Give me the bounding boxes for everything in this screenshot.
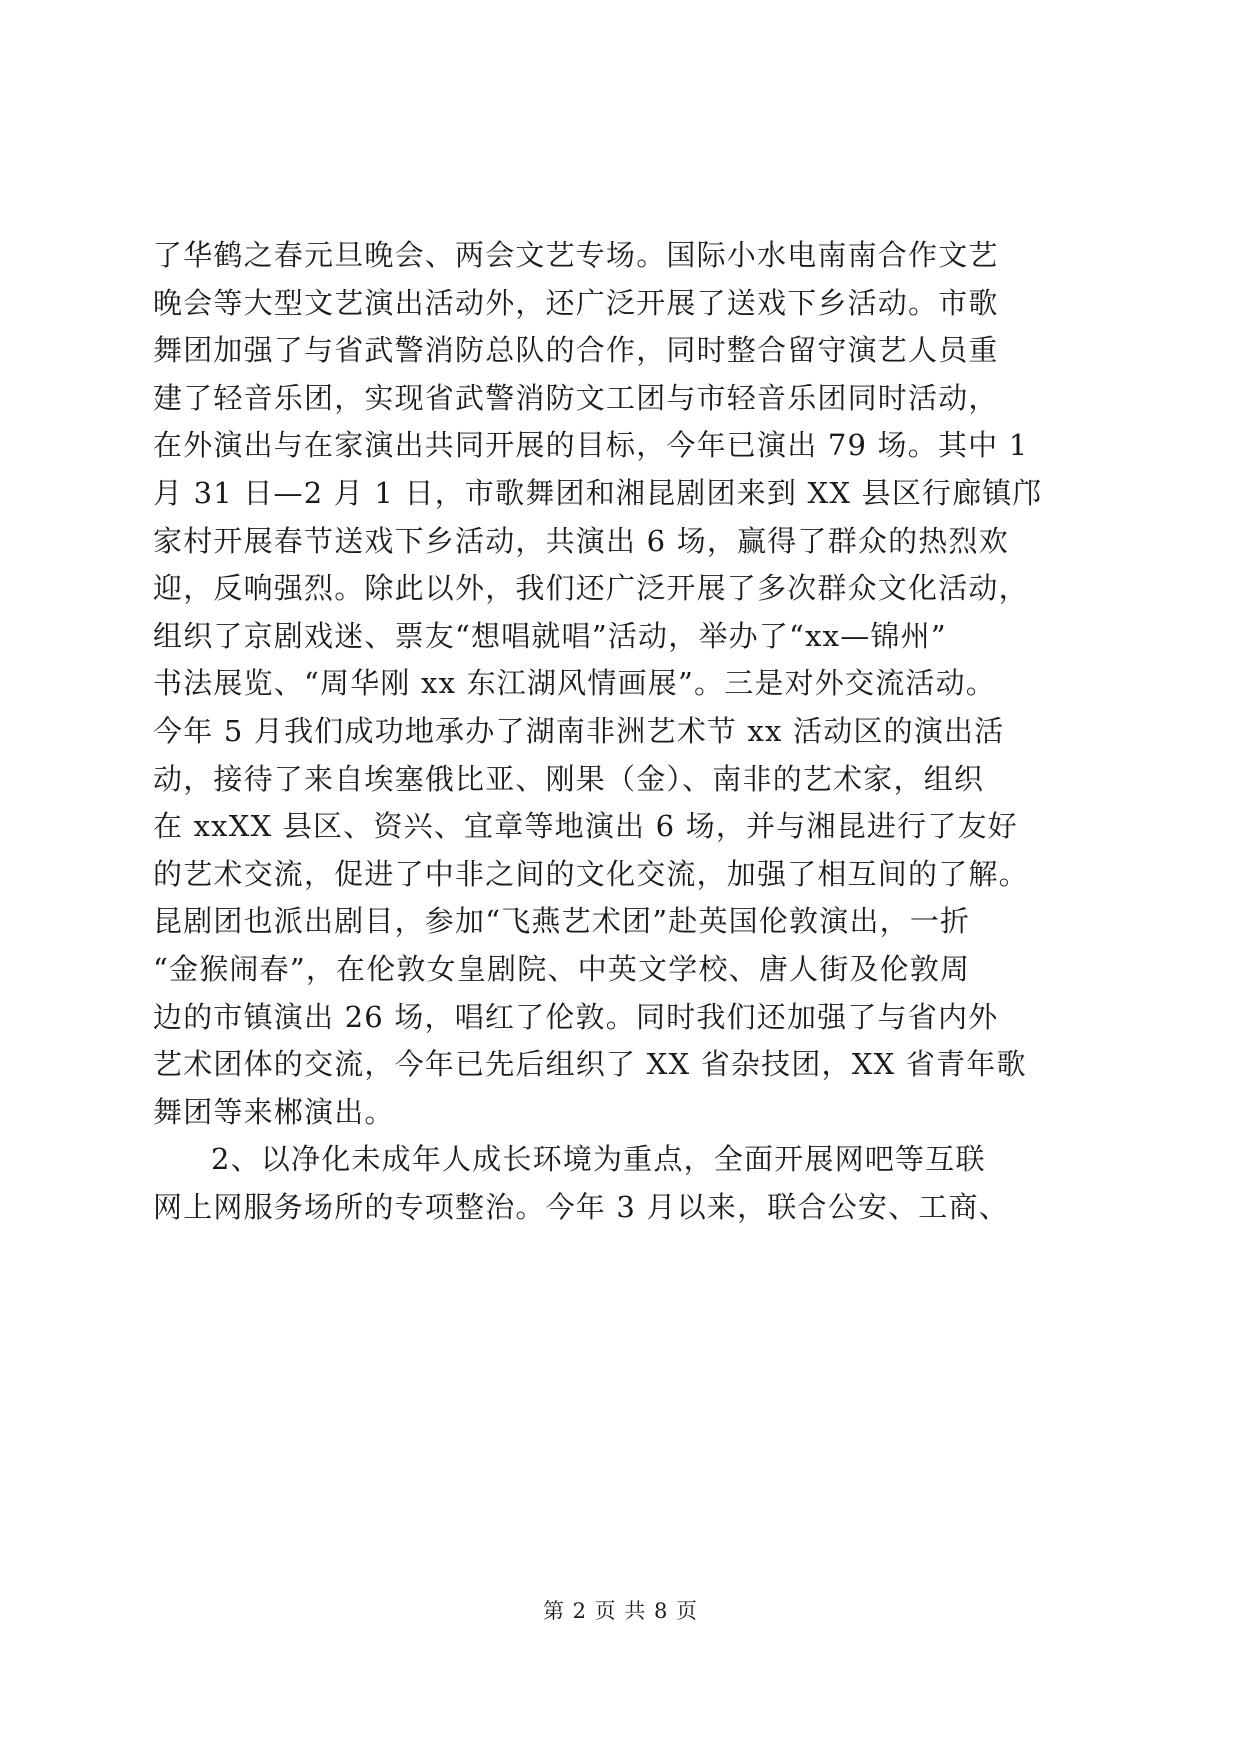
text-line: 边的市镇演出 26 场，唱红了伦敦。同时我们还加强了与省内外 — [153, 999, 999, 1034]
text-line: 艺术团体的交流，今年已先后组织了 XX 省杂技团，XX 省青年歌 — [153, 1047, 1027, 1082]
text-line: 昆剧团也派出剧目，参加“飞燕艺术团”赴英国伦敦演出，一折 — [153, 904, 971, 939]
text-line: 书法展览、“周华刚 xx 东江湖风情画展”。三是对外交流活动。 — [153, 666, 996, 701]
text-line: 动，接待了来自埃塞俄比亚、刚果（金）、南非的艺术家，组织 — [153, 761, 985, 796]
page-footer: 第 2 页 共 8 页 — [542, 1599, 699, 1623]
text-line: 建了轻音乐团，实现省武警消防文工团与市轻音乐团同时活动， — [153, 380, 999, 415]
text-line: 组织了京剧戏迷、票友“想唱就唱”活动，举办了“xx—锦州” — [153, 618, 947, 653]
text-line: 舞团等来郴演出。 — [153, 1094, 395, 1129]
paragraph-start-line: 2、以净化未成年人成长环境为重点，全面开展网吧等互联 — [211, 1142, 986, 1177]
body-text — [153, 232, 1089, 1231]
text-line: 网上网服务场所的专项整治。今年 3 月以来，联合公安、工商、 — [153, 1189, 1009, 1224]
text-line: 舞团加强了与省武警消防总队的合作，同时整合留守演艺人员重 — [153, 333, 999, 368]
text-line: 的艺术交流，促进了中非之间的文化交流，加强了相互间的了解。 — [153, 856, 1029, 891]
text-line: “金猴闹春”，在伦敦女皇剧院、中英文学校、唐人街及伦敦周 — [153, 951, 971, 986]
text-line: 了华鹤之春元旦晚会、两会文艺专场。国际小水电南南合作文艺 — [153, 238, 999, 272]
text-line: 在 xxXX 县区、资兴、宜章等地演出 6 场，并与湘昆进行了友好 — [153, 809, 1018, 844]
text-line: 今年 5 月我们成功地承办了湖南非洲艺术节 xx 活动区的演出活 — [153, 713, 1005, 748]
text-line: 迎，反响强烈。除此以外，我们还广泛开展了多次群众文化活动， — [153, 571, 1029, 606]
text-line: 在外演出与在家演出共同开展的目标，今年已演出 79 场。其中 1 — [153, 428, 1029, 463]
text-line: 家村开展春节送戏下乡活动，共演出 6 场，赢得了群众的热烈欢 — [153, 523, 1009, 558]
text-line: 月 31 日—2 月 1 日，市歌舞团和湘昆剧团来到 XX 县区行廊镇邝 — [153, 475, 1043, 510]
text-line: 晚会等大型文艺演出活动外，还广泛开展了送戏下乡活动。市歌 — [153, 285, 999, 320]
